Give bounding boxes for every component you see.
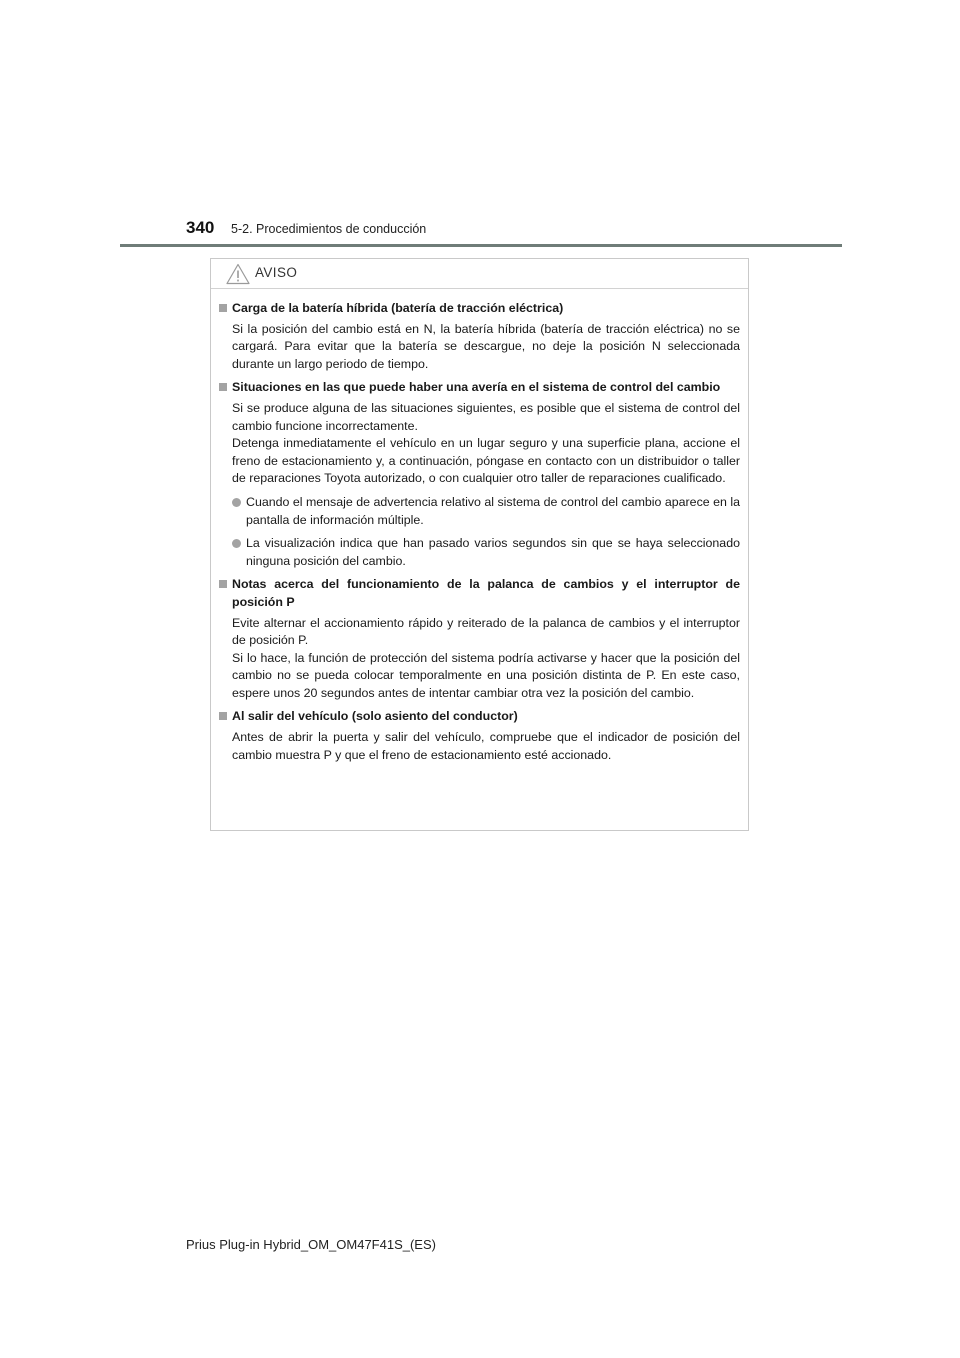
- item-text: Antes de abrir la puerta y salir del vehículo, compruebe que el indicador de posición del cambio muestra P y que el freno de estacionamiento esté accionado.: [232, 730, 740, 762]
- warning-triangle-icon: [226, 263, 250, 285]
- bullet-text: Cuando el mensaje de advertencia relativo al sistema de control del cambio aparece en la pantalla de información múltiple.: [246, 494, 740, 527]
- round-bullet-icon: [232, 539, 241, 548]
- item-heading: [219, 379, 740, 397]
- item-title: Notas acerca del funcionamiento de la palanca de cambios y el interruptor de posición P: [232, 577, 740, 609]
- item-text: Evite alternar el accionamiento rápido y reiterado de la palanca de cambios y el interruptor de posición P.: [232, 615, 740, 648]
- warning-item: [219, 379, 740, 570]
- square-bullet-icon: [219, 580, 227, 588]
- square-bullet-icon: [219, 304, 227, 312]
- warning-box: [210, 258, 749, 831]
- warning-item: [219, 300, 740, 373]
- item-title: Situaciones en las que puede haber una avería en el sistema de control del cambio: [232, 380, 721, 395]
- warning-item: [219, 708, 740, 764]
- warning-body: [211, 289, 748, 764]
- item-heading: [219, 576, 740, 611]
- item-heading: [219, 708, 740, 726]
- warning-item: [219, 576, 740, 702]
- item-text: Si la posición del cambio está en N, la batería híbrida (batería de tracción eléctrica) no se cargará. Para evitar que la batería se descargue, no deje la posición N seleccionada durante un largo periodo de tiempo.: [232, 321, 740, 371]
- item-text: Si se produce alguna de las situaciones siguientes, es posible que el sistema de control del cambio funcione incorrectamente.: [232, 400, 740, 433]
- square-bullet-icon: [219, 383, 227, 391]
- square-bullet-icon: [219, 712, 227, 720]
- list-item: [232, 535, 740, 570]
- item-heading: [219, 300, 740, 318]
- bullet-text: La visualización indica que han pasado varios segundos sin que se haya seleccionado ninguna posición del cambio.: [246, 536, 740, 568]
- footer-document-id: Prius Plug-in Hybrid_OM_OM47F41S_(ES): [186, 1237, 436, 1252]
- item-text: Detenga inmediatamente el vehículo en un lugar seguro y una superficie plana, accione el freno de estacionamiento y, a continuación, póngase en contacto con un distribuidor o taller de reparaciones Toyota autorizado, o con cualquier otro taller de reparaciones cualificado.: [232, 436, 740, 486]
- warning-label: AVISO: [255, 265, 298, 280]
- section-title: 5-2. Procedimientos de conducción: [231, 222, 427, 236]
- page-number: 340: [186, 218, 215, 237]
- item-title: Al salir del vehículo (solo asiento del conductor): [232, 709, 518, 724]
- item-text: Si lo hace, la función de protección del sistema podría activarse y hacer que la posición del cambio no se pueda colocar temporalmente en una posición distinta de P. En este caso, espere unos 20 segundos antes de intentar cambiar otra vez la posición del cambio.: [232, 650, 740, 700]
- header-rule: [120, 244, 842, 247]
- warning-header: [211, 259, 748, 289]
- list-item: [232, 494, 740, 529]
- round-bullet-icon: [232, 498, 241, 507]
- item-title: Carga de la batería híbrida (batería de tracción eléctrica): [232, 301, 564, 315]
